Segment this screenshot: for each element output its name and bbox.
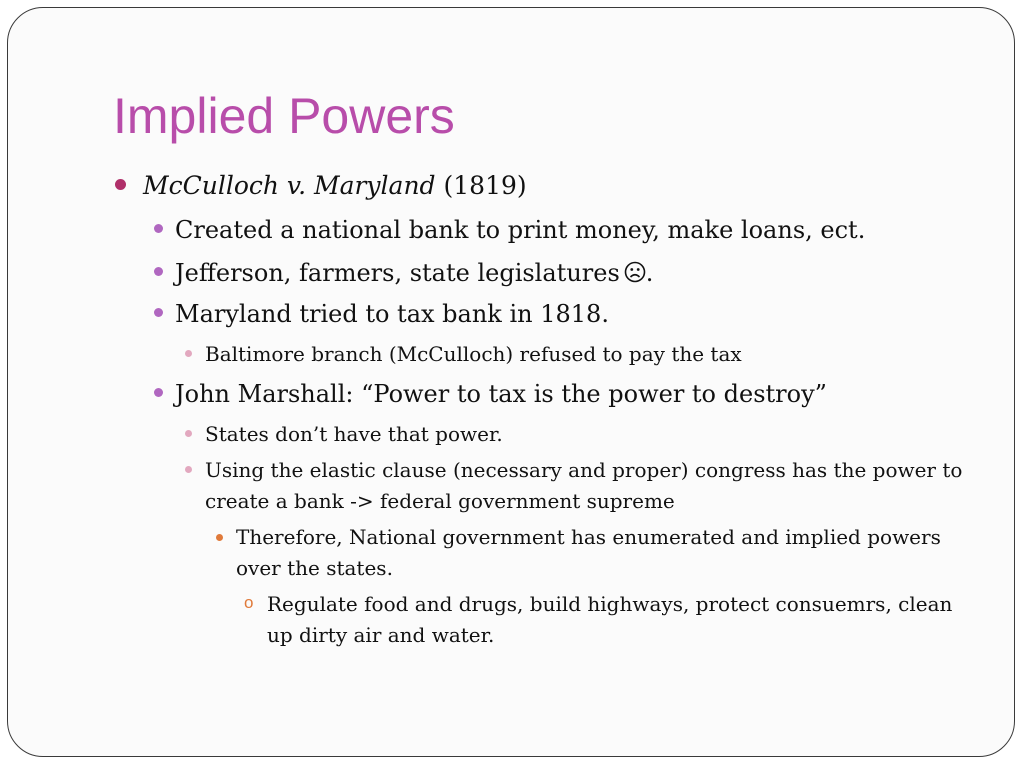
therefore-line-1: Therefore, National government has enumerated and implied powers (236, 525, 941, 549)
marshall-item: John Marshall: “Power to tax is the power to destroy” (175, 380, 827, 408)
therefore-line-2: over the states. (236, 556, 393, 580)
bullet-dot (185, 430, 192, 437)
bullet-dot (185, 350, 192, 357)
bullet-dot (185, 466, 192, 473)
case-name: McCulloch v. Maryland (143, 171, 436, 200)
bullet-dot (154, 267, 163, 276)
case-year: (1819) (443, 171, 527, 200)
bullet-dot (154, 308, 163, 317)
states-item: States don’t have that power. (205, 422, 503, 446)
bank-item: Created a national bank to print money, make loans, ect. (175, 216, 866, 244)
baltimore-item: Baltimore branch (McCulloch) refused to pay the tax (205, 342, 742, 366)
bullet-dot (154, 388, 163, 397)
bullet-dot (216, 534, 223, 541)
opposition-text: Jefferson, farmers, state legislatures (175, 259, 620, 287)
slide-title: Implied Powers (113, 88, 455, 144)
tax-item: Maryland tried to tax bank in 1818. (175, 300, 609, 328)
case-item (143, 171, 527, 201)
regulate-line-2: up dirty air and water. (267, 623, 495, 647)
bullet-dot (154, 224, 163, 233)
opposition-end: . (645, 259, 654, 287)
elastic-line-1: Using the elastic clause (necessary and proper) congress has the power to (205, 458, 963, 482)
regulate-line-1: Regulate food and drugs, build highways, protect consuemrs, clean (267, 592, 953, 616)
sad-face-icon (624, 260, 646, 290)
bullet-dot (115, 179, 126, 190)
opposition-item (175, 258, 653, 290)
elastic-line-2: create a bank -> federal government supreme (205, 489, 675, 513)
circle-bullet-icon: o (244, 593, 254, 612)
